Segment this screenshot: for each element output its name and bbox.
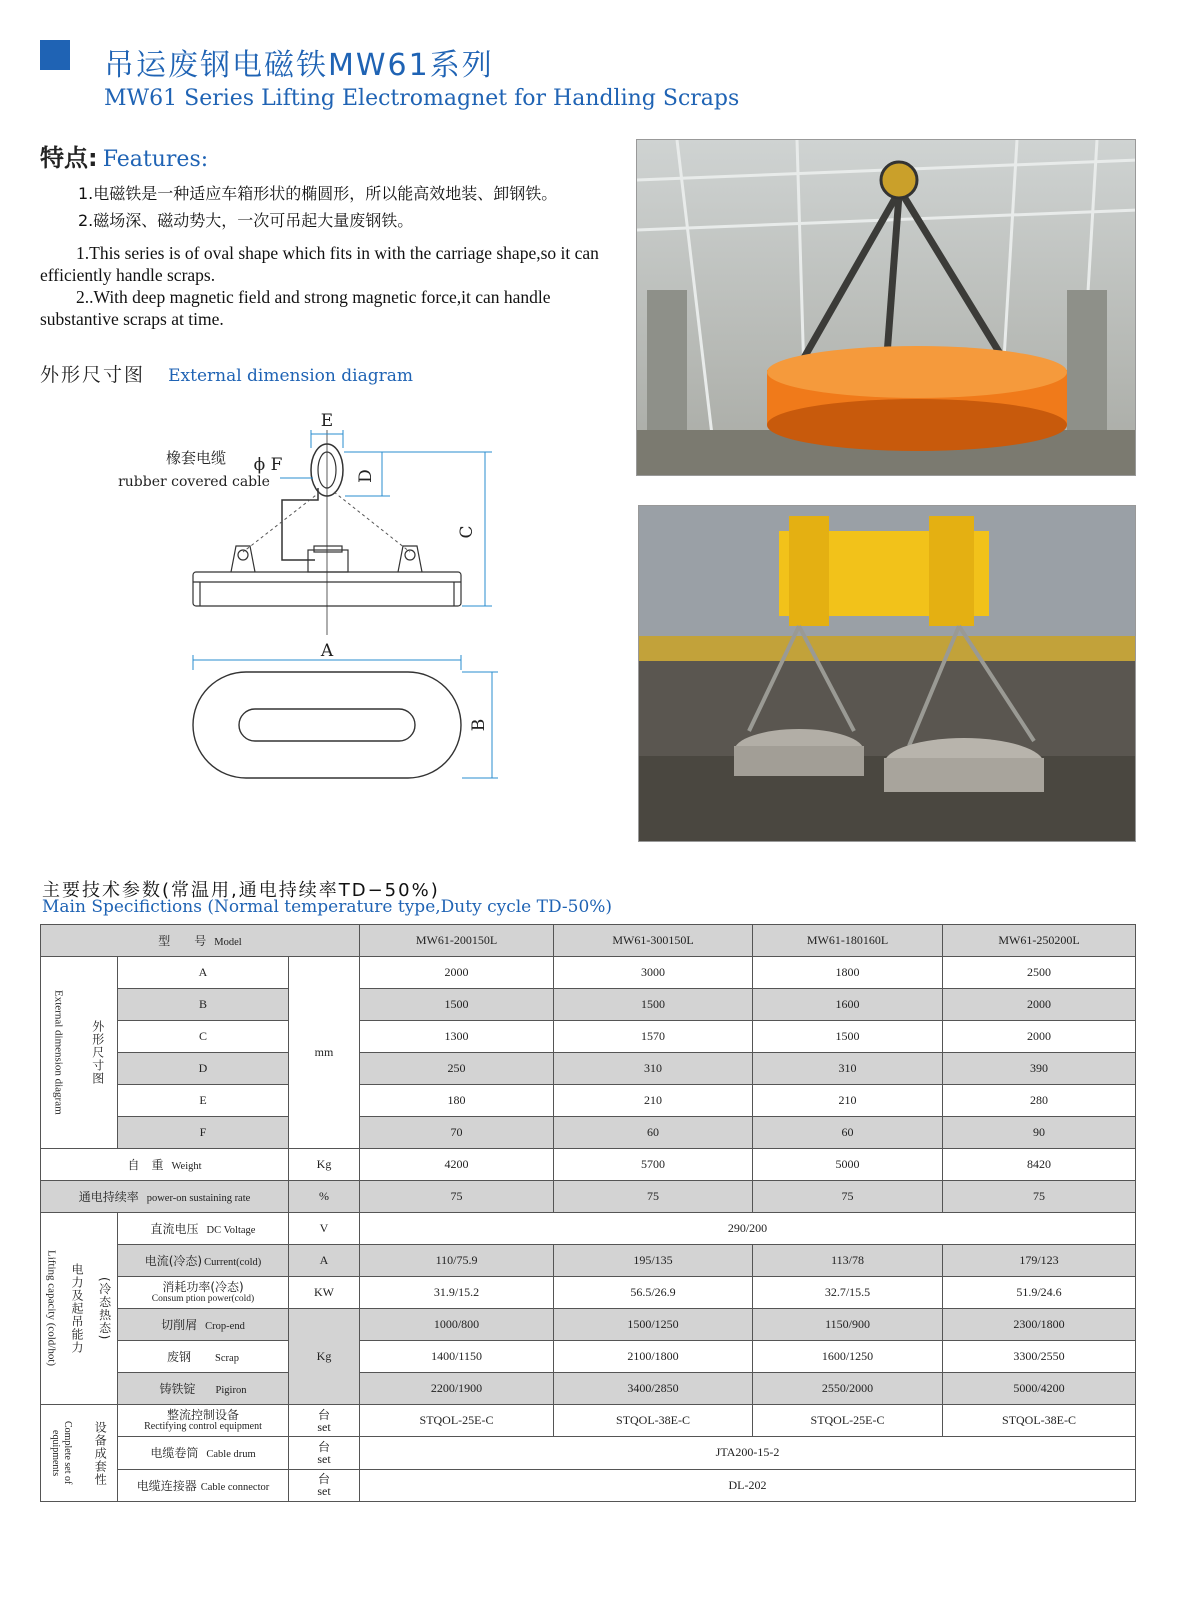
rectifier-label: 整流控制设备 Rectifying control equipment <box>118 1405 289 1437</box>
cell: 310 <box>554 1053 753 1085</box>
cell: 4200 <box>360 1149 554 1181</box>
row-label: B <box>118 989 289 1021</box>
cell: 2000 <box>360 957 554 989</box>
table-row-dc-voltage <box>41 1213 1136 1245</box>
row-label: A <box>118 957 289 989</box>
cell: 5700 <box>554 1149 753 1181</box>
cell: 110/75.9 <box>360 1245 554 1277</box>
duty-unit: % <box>289 1181 360 1213</box>
cell: 210 <box>554 1085 753 1117</box>
specifications-table <box>40 924 1136 1502</box>
cell: 2500 <box>943 957 1136 989</box>
cell: 280 <box>943 1085 1136 1117</box>
row-label: D <box>118 1053 289 1085</box>
table-row-connector <box>41 1469 1136 1501</box>
cable-label-en: rubber covered cable <box>118 474 270 490</box>
table-row-dim-a <box>41 957 1136 989</box>
cell: 2300/1800 <box>943 1309 1136 1341</box>
drum-label: 电缆卷筒 Cable drum <box>118 1437 289 1469</box>
cell: 31.9/15.2 <box>360 1277 554 1309</box>
dim-unit: mm <box>289 957 360 1149</box>
cell: 3300/2550 <box>943 1341 1136 1373</box>
rectifier-unit: 台 set <box>289 1405 360 1437</box>
feature-en-1: 1.This series is of oval shape which fits in with the carriage shape,so it can efficiently handle scraps. <box>40 243 599 285</box>
cell: 2200/1900 <box>360 1373 554 1405</box>
dim-group-label: External dimension diagram 外形尺寸图 <box>41 957 118 1149</box>
cell: 195/135 <box>554 1245 753 1277</box>
feature-cn-2: 2.磁场深、磁动势大，一次可吊起大量废钢铁。 <box>78 211 414 230</box>
cell: 2000 <box>943 1021 1136 1053</box>
feature-en-2: 2..With deep magnetic field and strong magnetic force,it can handle substantive scraps at time. <box>40 287 551 329</box>
dimension-heading <box>40 360 413 387</box>
capacity-unit: Kg <box>289 1309 360 1405</box>
table-row-pigiron <box>41 1373 1136 1405</box>
cell: 2000 <box>943 989 1136 1021</box>
table-row-dim-c <box>41 1021 1136 1053</box>
dim-label-e: E <box>320 411 334 431</box>
cell: 75 <box>360 1181 554 1213</box>
drum-unit: 台 set <box>289 1437 360 1469</box>
cell: 1500/1250 <box>554 1309 753 1341</box>
equip-group-label: Complete set of equipments 设备成套性 <box>41 1405 118 1502</box>
row-label: E <box>118 1085 289 1117</box>
cell: STQOL-38E-C <box>554 1405 753 1437</box>
cell: STQOL-38E-C <box>943 1405 1136 1437</box>
cell: 3400/2850 <box>554 1373 753 1405</box>
cell: STQOL-25E-C <box>753 1405 943 1437</box>
dim-label-b: B <box>469 718 489 732</box>
page-title-en: MW61 Series Lifting Electromagnet for Handling Scraps <box>104 86 740 111</box>
specs-heading-en: Main Specifictions (Normal temperature type,Duty cycle TD-50%) <box>42 897 613 917</box>
model-header: 型 号 Model <box>41 925 360 957</box>
dc-label: 直流电压 DC Voltage <box>118 1213 289 1245</box>
table-row-rectifier <box>41 1405 1136 1437</box>
dimension-heading-en: External dimension diagram <box>168 366 413 386</box>
table-row-dim-f <box>41 1117 1136 1149</box>
page-title-cn: 吊运废钢电磁铁MW61系列 <box>104 48 494 83</box>
cell: 3000 <box>554 957 753 989</box>
cell: 179/123 <box>943 1245 1136 1277</box>
lift-group-label: Lifting capacity (cold/hot) 电力及起吊能力 (冷态热态) <box>41 1213 118 1405</box>
photo-crane-magnets <box>638 505 1136 842</box>
table-row-dim-d <box>41 1053 1136 1085</box>
connector-label: 电缆连接器 Cable connector <box>118 1469 289 1501</box>
cell: 1000/800 <box>360 1309 554 1341</box>
cell: 70 <box>360 1117 554 1149</box>
weight-label: 自 重 Weight <box>41 1149 289 1181</box>
features-heading-en: Features: <box>102 147 209 172</box>
model-1: MW61-200150L <box>360 925 554 957</box>
cell: 1150/900 <box>753 1309 943 1341</box>
cell: 180 <box>360 1085 554 1117</box>
drum-value: JTA200-15-2 <box>360 1437 1136 1469</box>
current-label: 电流(冷态) Current(cold) <box>118 1245 289 1277</box>
cell: 60 <box>554 1117 753 1149</box>
cell: 1400/1150 <box>360 1341 554 1373</box>
row-label: F <box>118 1117 289 1149</box>
pig-label: 铸铁锭 Pigiron <box>118 1373 289 1405</box>
table-row-weight <box>41 1149 1136 1181</box>
dimension-heading-cn: 外形尺寸图 <box>40 364 146 386</box>
cell: 5000/4200 <box>943 1373 1136 1405</box>
table-row-dim-b <box>41 989 1136 1021</box>
cell: 75 <box>943 1181 1136 1213</box>
cell: 5000 <box>753 1149 943 1181</box>
model-4: MW61-250200L <box>943 925 1136 957</box>
cell: 250 <box>360 1053 554 1085</box>
photo-orange-magnet <box>636 139 1136 476</box>
table-row-dim-e <box>41 1085 1136 1117</box>
cell: 1500 <box>753 1021 943 1053</box>
cell: 90 <box>943 1117 1136 1149</box>
cell: 56.5/26.9 <box>554 1277 753 1309</box>
cell: 1600 <box>753 989 943 1021</box>
cell: 1500 <box>360 989 554 1021</box>
table-row-current <box>41 1245 1136 1277</box>
cell: 2100/1800 <box>554 1341 753 1373</box>
cell: 75 <box>554 1181 753 1213</box>
dimension-diagram <box>100 400 520 800</box>
table-row-model <box>41 925 1136 957</box>
row-label: C <box>118 1021 289 1053</box>
table-row-crop <box>41 1309 1136 1341</box>
cell: STQOL-25E-C <box>360 1405 554 1437</box>
crop-label: 切削屑 Crop-end <box>118 1309 289 1341</box>
dim-label-d: D <box>356 469 376 483</box>
cell: 8420 <box>943 1149 1136 1181</box>
power-label: 消耗功率(冷态) Consum ption power(cold) <box>118 1277 289 1309</box>
table-row-scrap <box>41 1341 1136 1373</box>
cell: 390 <box>943 1053 1136 1085</box>
cell: 1300 <box>360 1021 554 1053</box>
cable-label-cn: 橡套电缆 <box>165 449 227 467</box>
specs-heading-cn: 主要技术参数(常温用,通电持续率TD−50%) <box>42 880 440 901</box>
scrap-label: 废钢 Scrap <box>118 1341 289 1373</box>
dim-label-f: ϕ F <box>253 455 283 475</box>
current-unit: A <box>289 1245 360 1277</box>
features-heading-cn: 特点: <box>40 144 98 172</box>
cell: 2550/2000 <box>753 1373 943 1405</box>
cell: 113/78 <box>753 1245 943 1277</box>
dc-value: 290/200 <box>360 1213 1136 1245</box>
features-heading <box>40 138 208 173</box>
title-square-marker <box>40 40 70 70</box>
duty-label: 通电持续率 power-on sustaining rate <box>41 1181 289 1213</box>
table-row-duty <box>41 1181 1136 1213</box>
connector-value: DL-202 <box>360 1469 1136 1501</box>
cell: 51.9/24.6 <box>943 1277 1136 1309</box>
connector-unit: 台 set <box>289 1469 360 1501</box>
dim-label-a: A <box>320 641 334 661</box>
cell: 310 <box>753 1053 943 1085</box>
cell: 32.7/15.5 <box>753 1277 943 1309</box>
dim-label-c: C <box>457 525 477 539</box>
model-2: MW61-300150L <box>554 925 753 957</box>
table-row-drum <box>41 1437 1136 1469</box>
cell: 1570 <box>554 1021 753 1053</box>
weight-unit: Kg <box>289 1149 360 1181</box>
feature-cn-1: 1.电磁铁是一种适应车箱形状的椭圆形，所以能高效地装、卸钢铁。 <box>78 184 558 203</box>
cell: 1500 <box>554 989 753 1021</box>
model-3: MW61-180160L <box>753 925 943 957</box>
cell: 1600/1250 <box>753 1341 943 1373</box>
cell: 75 <box>753 1181 943 1213</box>
dc-unit: V <box>289 1213 360 1245</box>
cell: 60 <box>753 1117 943 1149</box>
power-unit: KW <box>289 1277 360 1309</box>
table-row-power <box>41 1277 1136 1309</box>
cell: 1800 <box>753 957 943 989</box>
cell: 210 <box>753 1085 943 1117</box>
